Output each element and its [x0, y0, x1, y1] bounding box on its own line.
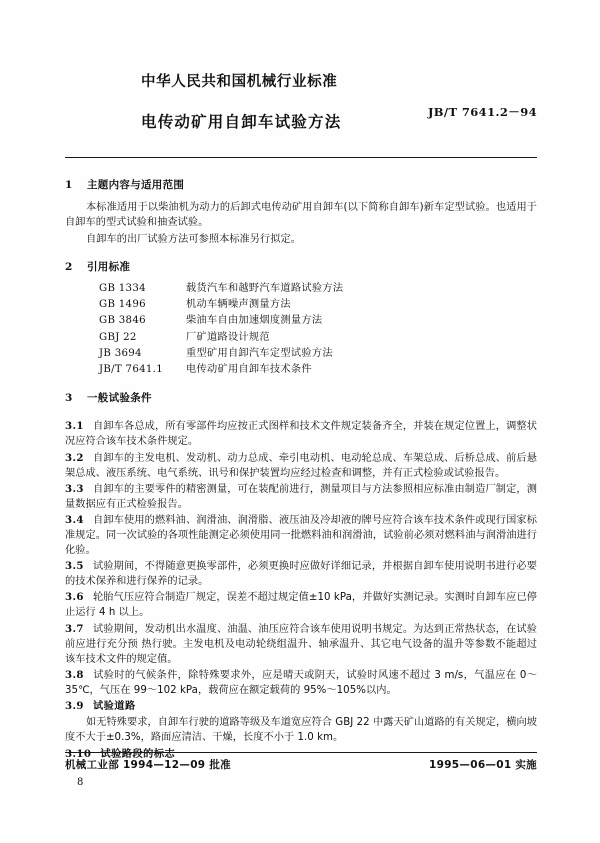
- reference-title: 柴油车自由加速烟度测量方法: [186, 315, 323, 327]
- clause-number: 3.5: [65, 560, 84, 573]
- clause-3-2: [65, 451, 537, 481]
- clause-3-1: [65, 419, 537, 449]
- clause-text: 自卸车各总成，所有零部件均应按正式图样和技术文件规定装备齐全，并装在规定位置上，调整状况应符合该车技术条件规定。: [65, 421, 537, 448]
- reference-code: GB 1496: [99, 299, 146, 311]
- clause-number: 3.10: [65, 748, 92, 761]
- reference-title: 机动车辆噪声测量方法: [186, 299, 291, 311]
- clause-heading: 试验路段的标志: [100, 749, 176, 761]
- clause-3-6: [65, 590, 537, 620]
- reference-code: JB 3694: [99, 347, 142, 359]
- section-1-paragraph-1: 本标准适用于以柴油机为动力的后卸式电传动矿用自卸车(以下简称自卸车)新车定型试验。也适用于自卸车的型式试验和抽查试验。: [65, 201, 537, 228]
- table-row: [65, 347, 343, 363]
- section-title-2: 引用标准: [87, 261, 131, 274]
- clause-number: 3.7: [65, 622, 84, 635]
- masthead: [65, 72, 537, 134]
- clause-text: 自卸车的主要零件的精密测量，可在装配前进行，测量项目与方法参照相应标准由制造厂制定，测量数据应有正式检验报告。: [65, 483, 537, 510]
- clause-3-3: [65, 482, 537, 512]
- table-row: [65, 363, 343, 379]
- clause-3-7: [65, 622, 537, 667]
- standard-title: 电传动矿用自卸车试验方法: [141, 113, 342, 132]
- section-number-2: 2: [65, 261, 73, 274]
- document-body: [65, 178, 537, 763]
- clause-number: 3.2: [65, 451, 84, 464]
- section-number-3: 3: [65, 391, 73, 404]
- reference-title: 载货汽车和越野汽车道路试验方法: [186, 282, 344, 294]
- page-content-column: [65, 0, 537, 843]
- clause-number: 3.4: [65, 513, 84, 526]
- section-number-1: 1: [65, 179, 73, 191]
- reference-code: JB/T 7641.1: [99, 364, 163, 376]
- header-divider-rule: [65, 157, 537, 158]
- clause-text: 自卸车使用的燃料油、润滑油、润滑脂、液压油及冷却液的牌号应符合该车技术条件或现行国家标准规定。同一次试验的各项性能测定必须使用同一批燃料油和润滑油，试验前必须对燃料油与润滑油进行化验。: [65, 514, 537, 557]
- clause-heading: 试验道路: [92, 701, 136, 712]
- table-row: [65, 331, 343, 347]
- reference-code: GB 1334: [99, 282, 146, 294]
- clause-number: 3.1: [65, 420, 84, 433]
- clause-text: 试验时的气候条件，除特殊要求外，应是晴天或阴天，试验时风速不超过 3 m/s，气温应在 0～35℃，气压在 99～102 kPa，载荷应在额定载荷的 95%～105%以内。: [65, 669, 537, 696]
- standard-code: JB/T 7641.2－94: [427, 105, 537, 119]
- clause-text: 试验期间，发动机出水温度、油温、油压应符合该车使用说明书规定。为达到正常热状态，在试验前应进行充分预 热行驶。主发电机及电动轮绕组温升、轴承温升、其它电气设备的温升等参数不能超过该车技术文件的规定值。: [65, 623, 537, 665]
- reference-code: GBJ 22: [99, 331, 137, 343]
- reference-title: 电传动矿用自卸车技术条件: [186, 364, 312, 376]
- section-heading-1: [65, 178, 537, 194]
- table-row: [65, 314, 343, 330]
- clause-number: 3.8: [65, 668, 84, 681]
- clause-3-9-text: 如无特殊要求，自卸车行驶的道路等级及车道宽应符合 GBJ 22 中露天矿山道路的有关规定，横向坡度不大于±0.3%，路面应清洁、干燥，长度不小于 1.0 km。: [65, 717, 537, 744]
- clause-number: 3.9: [65, 700, 84, 712]
- clause-3-9-heading: [65, 699, 537, 714]
- page-number: 8: [77, 777, 84, 788]
- section-heading-2: [65, 260, 537, 276]
- clause-3-8: [65, 668, 537, 698]
- section-title-3: 一般试验条件: [87, 391, 152, 404]
- footer-divider-rule: [65, 752, 537, 753]
- table-row: [65, 298, 343, 314]
- approval-statement: 机械工业部 1994—12—09 批准: [65, 759, 231, 771]
- clause-3-5: [65, 559, 537, 589]
- clause-number: 3.6: [65, 591, 84, 604]
- implementation-statement: 1995—06—01 实施: [428, 759, 537, 771]
- section-1-paragraph-2: 自卸车的出厂试验方法可参照本标准另行拟定。: [86, 233, 301, 245]
- reference-title: 重型矿用自卸汽车定型试验方法: [186, 347, 333, 359]
- section-title-1: 主题内容与适用范围: [87, 179, 185, 191]
- clause-number: 3.3: [65, 482, 84, 495]
- referenced-standards-table: [65, 282, 343, 380]
- reference-code: GB 3846: [99, 315, 146, 327]
- reference-title: 厂矿道路设计规范: [186, 331, 270, 343]
- section-heading-3: [65, 391, 537, 407]
- clause-text: 自卸车的主发电机、发动机、动力总成、牵引电动机、电动轮总成、车架总成、后桥总成、前后悬架总成、液压系统、电气系统、讯号和保护装置均应经过检查和调整，并有正式检验或试验报告。: [65, 452, 537, 479]
- clause-text: 试验期间，不得随意更换零部件，必须更换时应做好详细记录，并根据自卸车使用说明书进行必要的技术保养和进行保养的记录。: [65, 561, 537, 588]
- clause-text: 轮胎气压应符合制造厂规定，误差不超过规定值±10 kPa，并做好实测记录。实测时自卸车应已停止运行 4 h 以上。: [65, 592, 537, 619]
- table-row: [65, 282, 343, 298]
- clause-3-4: [65, 513, 537, 558]
- standard-organization-line: 中华人民共和国机械行业标准: [141, 74, 338, 90]
